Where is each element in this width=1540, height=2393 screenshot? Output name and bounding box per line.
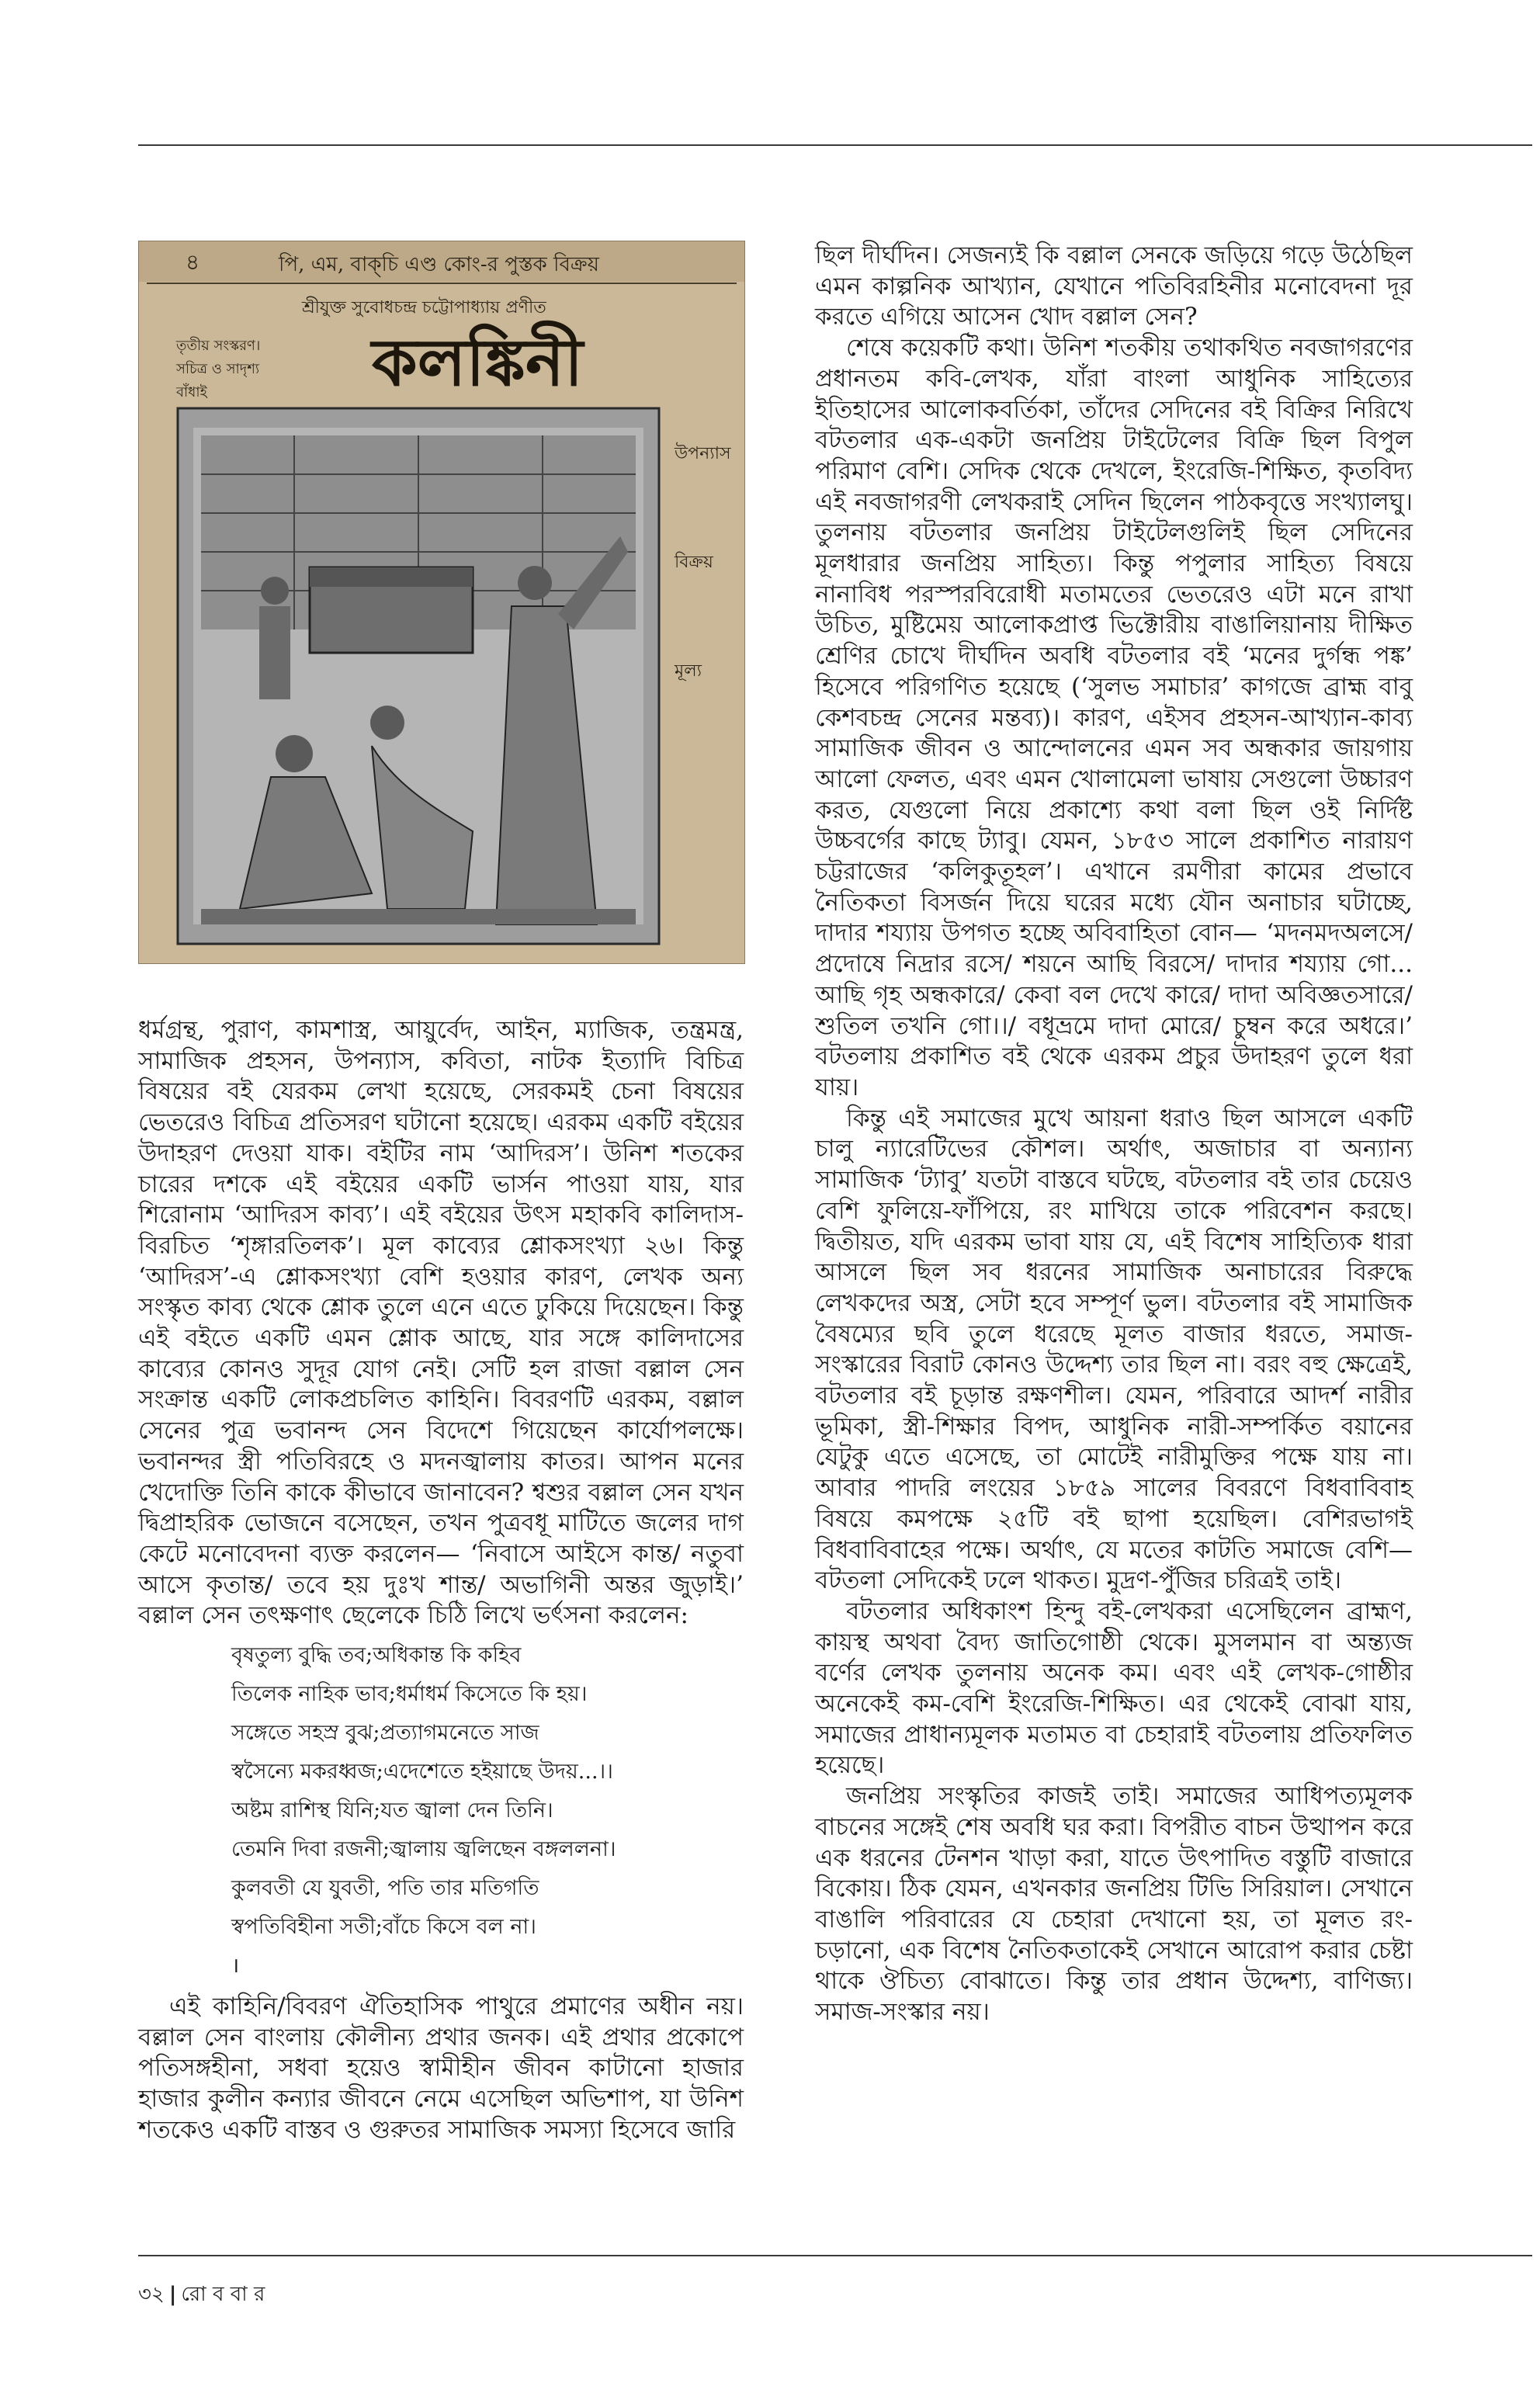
right-paragraph-2: শেষে কয়েকটি কথা। উনিশ শতকীয় তথাকথিত নবজাগরণের প্রধানতম কবি-লেখক, যাঁরা বাংলা আধুনিক সাহিত্যের ইতিহাসের আলোকবর্তিকা, তাঁদের সেদিনের বই বিক্রির নিরিখে বটতলার এক-একটা জনপ্রিয় টাইটেলের বিক্রি ছিল বিপুল পরিমাণ বেশি। সেদিক থেকে দেখলে, ইংরেজি-শিক্ষিত, কৃতবিদ্য এই নবজাগরণী লেখকরাই সেদিন ছিলেন পাঠকবৃত্তে সংখ্যালঘু। তুলনায় বটতলার জনপ্রিয় টাইটেলগুলিই ছিল সেদিনের মূলধারার জনপ্রিয় সাহিত্য। কিন্তু পপুলার সাহিত্য বিষয়ে নানাবিধ পরস্পরবিরোধী মতামতের ভেতরেও এটা মনে রাখা উচিত, মুষ্টিমেয় আলোকপ্রাপ্ত ভিক্টোরীয় বাঙালিয়ানায় দীক্ষিত শ্রেণির চোখে দীর্ঘদিন অবধি বটতলার বই ‘মনের দুর্গন্ধ পঙ্ক’ হিসেবে পরিগণিত হয়েছে (‘সুলভ সমাচার’ কাগজে ব্রাহ্ম বাবু কেশবচন্দ্র সেনের মন্তব্য)। কারণ, এইসব প্রহসন-আখ্যান-কাব্য সামাজিক জীবন ও আন্দোলনের এমন সব অন্ধকার জায়গায় আলো ফেলত, এবং এমন খোলামেলা ভাষায় সেগুলো উচ্চারণ করত, যেগুলো নিয়ে প্রকাশ্যে কথা বলা ছিল ওই নির্দিষ্ট উচ্চবর্গের কাছে ট্যাবু। যেমন, ১৮৫৩ সালে প্রকাশিত নারায়ণ চট্টরাজের ‘কলিকুতূহল’। এখানে রমণীরা কামের প্রভাবে নৈতিকতা বিসর্জন দিয়ে ঘরের মধ্যে যৌন অনাচার ঘটাচ্ছে, দাদার শয্যায় উপগত হচ্ছে অবিবাহিতা বোন— ‘মদনমদঅলসে/ প্রদোষে নিদ্রার রসে/ শয়নে আছি বিরসে/ দাদার শয্যায় গো... আছি গৃহ অন্ধকারে/ কেবা বল দেখে কারে/ দাদা অবিজ্ঞতসারে/ শুতিল তখনি গো।।/ বধূভ্রমে দাদা মোরে/ চুম্বন করে অধরে।’ বটতলায় প্রকাশিত বই থেকে এরকম প্রচুর উদাহরণ তুলে ধরা যায়। bbox=[815, 334, 1413, 1101]
svg-text:তৃতীয় সংস্করণ।: তৃতীয় সংস্করণ। bbox=[176, 338, 261, 354]
bottom-rule bbox=[138, 2255, 1532, 2256]
figure-title: কলঙ্কিনী bbox=[372, 324, 584, 401]
figure-page-number: ৪ bbox=[186, 249, 200, 275]
svg-text:সচিত্র ও সাদৃশ্য: সচিত্র ও সাদৃশ্য bbox=[176, 361, 260, 377]
verse-line: স্বপতিবিহীনা সতী;বাঁচে কিসে বল না। bbox=[231, 1915, 536, 1940]
right-paragraph-1: ছিল দীর্ঘদিন। সেজন্যই কি বল্লাল সেনকে জড়িয়ে গড়ে উঠেছিল এমন কাল্পনিক আখ্যান, যেখানে পতিবিরহিনীর মনোবেদনা দূর করতে এগিয়ে আসেন খোদ বল্লাল সেন? bbox=[815, 241, 1413, 331]
verse-line: তেমনি দিবা রজনী;জ্বালায় জ্বলিছেন বঙ্গললনা। bbox=[231, 1837, 616, 1862]
footer-page-number: ৩২ bbox=[138, 2283, 165, 2306]
verse-line: কুলবতী যে যুবতী, পতি তার মতিগতি bbox=[231, 1876, 539, 1901]
verse-line: তিলেক নাহিক ভাব;ধর্মাধর্ম কিসেতে কি হয়। bbox=[231, 1682, 588, 1707]
right-column bbox=[815, 241, 1413, 2028]
svg-text:উপন্যাস: উপন্যাস bbox=[675, 444, 731, 463]
woodcut-engraving bbox=[178, 408, 659, 944]
right-paragraph-5: জনপ্রিয় সংস্কৃতির কাজই তাই। সমাজের আধিপত্যমূলক বাচনের সঙ্গেই শেষ অবধি ঘর করা। বিপরীত বাচন উত্থাপন করে এক ধরনের টেনশন খাড়া করা, যাতে উৎপাদিত বস্তুটি বাজারে বিকোয়। ঠিক যেমন, এখনকার জনপ্রিয় টিভি সিরিয়াল। সেখানে বাঙালি পরিবারের যে চেহারা দেখানো হয়, তা মূলত রং-চড়ানো, এক বিশেষ নৈতিকতাকেই সেখানে আরোপ করার চেষ্টা থাকে ঔচিত্য বোঝাতে। কিন্তু তার প্রধান উদ্দেশ্য, বাণিজ্য। সমাজ-সংস্কার নয়। bbox=[815, 1782, 1413, 2027]
verse-line: অষ্টম রাশিস্থ যিনি;যত জ্বালা দেন তিনি। bbox=[231, 1798, 553, 1823]
book-page-illustration bbox=[138, 241, 745, 964]
verse-line: বৃষতুল্য বুদ্ধি তব;অধিকান্ত কি কহিব bbox=[231, 1643, 522, 1668]
svg-text:বাঁধাই: বাঁধাই bbox=[176, 384, 207, 401]
svg-text:বিক্রয়: বিক্রয় bbox=[675, 553, 713, 572]
svg-text:মূল্য: মূল্য bbox=[675, 661, 702, 681]
right-paragraph-4: বটতলার অধিকাংশ হিন্দু বই-লেখকরা এসেছিলেন ব্রাহ্মণ, কায়স্থ অথবা বৈদ্য জাতিগোষ্ঠী থেকে। মুসলমান বা অন্ত্যজ বর্ণের লেখক তুলনায় অনেক কম। এবং এই লেখক-গোষ্ঠীর অনেকেই কম-বেশি ইংরেজি-শিক্ষিত। এর থেকেই বোঝা যায়, সমাজের প্রাধান্যমূলক মতামত বা চেহারাই বটতলায় প্রতিফলিত হয়েছে। bbox=[815, 1597, 1413, 1780]
page-footer bbox=[138, 2278, 265, 2312]
top-rule bbox=[138, 144, 1532, 146]
verse-line: স্বসৈন্যে মকরধ্বজ;এদেশেতে হইয়াছে উদয়...।। bbox=[231, 1760, 613, 1784]
left-column bbox=[138, 1015, 744, 2146]
right-paragraph-3: কিন্তু এই সমাজের মুখে আয়না ধরাও ছিল আসলে একটি চালু ন্যারেটিভের কৌশল। অর্থাৎ, অজাচার বা অন্যান্য সামাজিক ‘ট্যাবু’ যতটা বাস্তবে ঘটছে, বটতলার বই তার চেয়েও বেশি ফুলিয়ে-ফাঁপিয়ে, রং মাখিয়ে তাকে পরিবেশন করছে। দ্বিতীয়ত, যদি এরকম ভাবা যায় যে, এই বিশেষ সাহিত্যিক ধারা আসলে ছিল সব ধরনের সামাজিক অনাচারের বিরুদ্ধে লেখকদের অস্ত্র, সেটা হবে সম্পূর্ণ ভুল। বটতলার বই সামাজিক বৈষম্যের ছবি তুলে ধরেছে মূলত বাজার ধরতে, সমাজ-সংস্কারের বিরাট কোনও উদ্দেশ্য তার ছিল না। বরং বহু ক্ষেত্রেই, বটতলার বই চূড়ান্ত রক্ষণশীল। যেমন, পরিবারে আদর্শ নারীর ভূমিকা, স্ত্রী-শিক্ষার বিপদ, আধুনিক নারী-সম্পর্কিত বয়ানের যেটুকু এতে এসেছে, তা মোটেই নারীমুক্তির পক্ষে যায় না। আবার পাদরি লংয়ের ১৮৫৯ সালের বিবরণে বিধবাবিবাহ বিষয়ে কমপক্ষে ২৫টি বই ছাপা হয়েছিল। বেশিরভাগই বিধবাবিবাহের পক্ষে। অর্থাৎ, যে মতের কাটতি সমাজে বেশি— বটতলা সেদিকেই ঢলে থাকত। মুদ্রণ-পুঁজির চরিত্রই তাই। bbox=[815, 1104, 1413, 1595]
verse-line: । bbox=[231, 1954, 240, 1979]
figure-header-line: পি, এম, বাক্‌চি এণ্ড কোং-র পুস্তক বিক্রয় bbox=[279, 253, 599, 276]
footer-magazine-name: রো ব বা র bbox=[181, 2283, 265, 2306]
verse-line: সঙ্গেতে সহস্র বুঝ;প্রত্যাগমনেতে সাজ bbox=[231, 1721, 539, 1746]
figure-author-line: শ্রীযুক্ত সুবোধচন্দ্র চট্টোপাধ্যায় প্রণীত bbox=[302, 298, 546, 317]
footer-separator: | bbox=[168, 2283, 177, 2306]
verse-block bbox=[231, 1636, 744, 1985]
left-paragraph-2: এই কাহিনি/বিবরণ ঐতিহাসিক পাথুরে প্রমাণের অধীন নয়। বল্লাল সেন বাংলায় কৌলীন্য প্রথার জনক। এই প্রথার প্রকোপে পতিসঙ্গহীনা, সধবা হয়েও স্বামীহীন জীবন কাটানো হাজার হাজার কুলীন কন্যার জীবনে নেমে এসেছিল অভিশাপ, যা উনিশ শতকেও একটি বাস্তব ও গুরুতর সামাজিক সমস্যা হিসেবে জারি bbox=[138, 1992, 744, 2144]
left-paragraph-1: ধর্মগ্রন্থ, পুরাণ, কামশাস্ত্র, আয়ুর্বেদ, আইন, ম্যাজিক, তন্ত্রমন্ত্র, সামাজিক প্রহসন, উপন্যাস, কবিতা, নাটক ইত্যাদি বিচিত্র বিষয়ের বই যেরকম লেখা হয়েছে, সেরকমই চেনা বিষয়ের ভেতরেও বিচিত্র প্রতিসরণ ঘটানো হয়েছে। এরকম একটি বইয়ের উদাহরণ দেওয়া যাক। বইটির নাম ‘আদিরস’। উনিশ শতকের চারের দশকে এই বইয়ের একটি ভার্সন পাওয়া যায়, যার শিরোনাম ‘আদিরস কাব্য’। এই বইয়ের উৎস মহাকবি কালিদাস-বিরচিত ‘শৃঙ্গারতিলক’। মূল কাব্যের শ্লোকসংখ্যা ২৬। কিন্তু ‘আদিরস’-এ শ্লোকসংখ্যা বেশি হওয়ার কারণ, লেখক অন্য সংস্কৃত কাব্য থেকে শ্লোক তুলে এনে এতে ঢুকিয়ে দিয়েছেন। কিন্তু এই বইতে একটি এমন শ্লোক আছে, যার সঙ্গে কালিদাসের কাব্যের কোনও সুদূর যোগ নেই। সেটি হল রাজা বল্লাল সেন সংক্রান্ত একটি লোকপ্রচলিত কাহিনি। বিবরণটি এরকম, বল্লাল সেনের পুত্র ভবানন্দ সেন বিদেশে গিয়েছেন কার্যোপলক্ষে। ভবানন্দর স্ত্রী পতিবিরহে ও মদনজ্বালায় কাতর। আপন মনের খেদোক্তি তিনি কাকে কীভাবে জানাবেন? শ্বশুর বল্লাল সেন যখন দ্বিপ্রাহরিক ভোজনে বসেছেন, তখন পুত্রবধূ মাটিতে জলের দাগ কেটে মনোবেদনা ব্যক্ত করলেন— ‘নিবাসে আইসে কান্ত/ নতুবা আসে কৃতান্ত/ তবে হয় দুঃখ শান্ত/ অভাগিনী অন্তর জুড়াই।’ বল্লাল সেন তৎক্ষণাৎ ছেলেকে চিঠি লিখে ভর্ৎসনা করলেন: bbox=[138, 1016, 744, 1630]
